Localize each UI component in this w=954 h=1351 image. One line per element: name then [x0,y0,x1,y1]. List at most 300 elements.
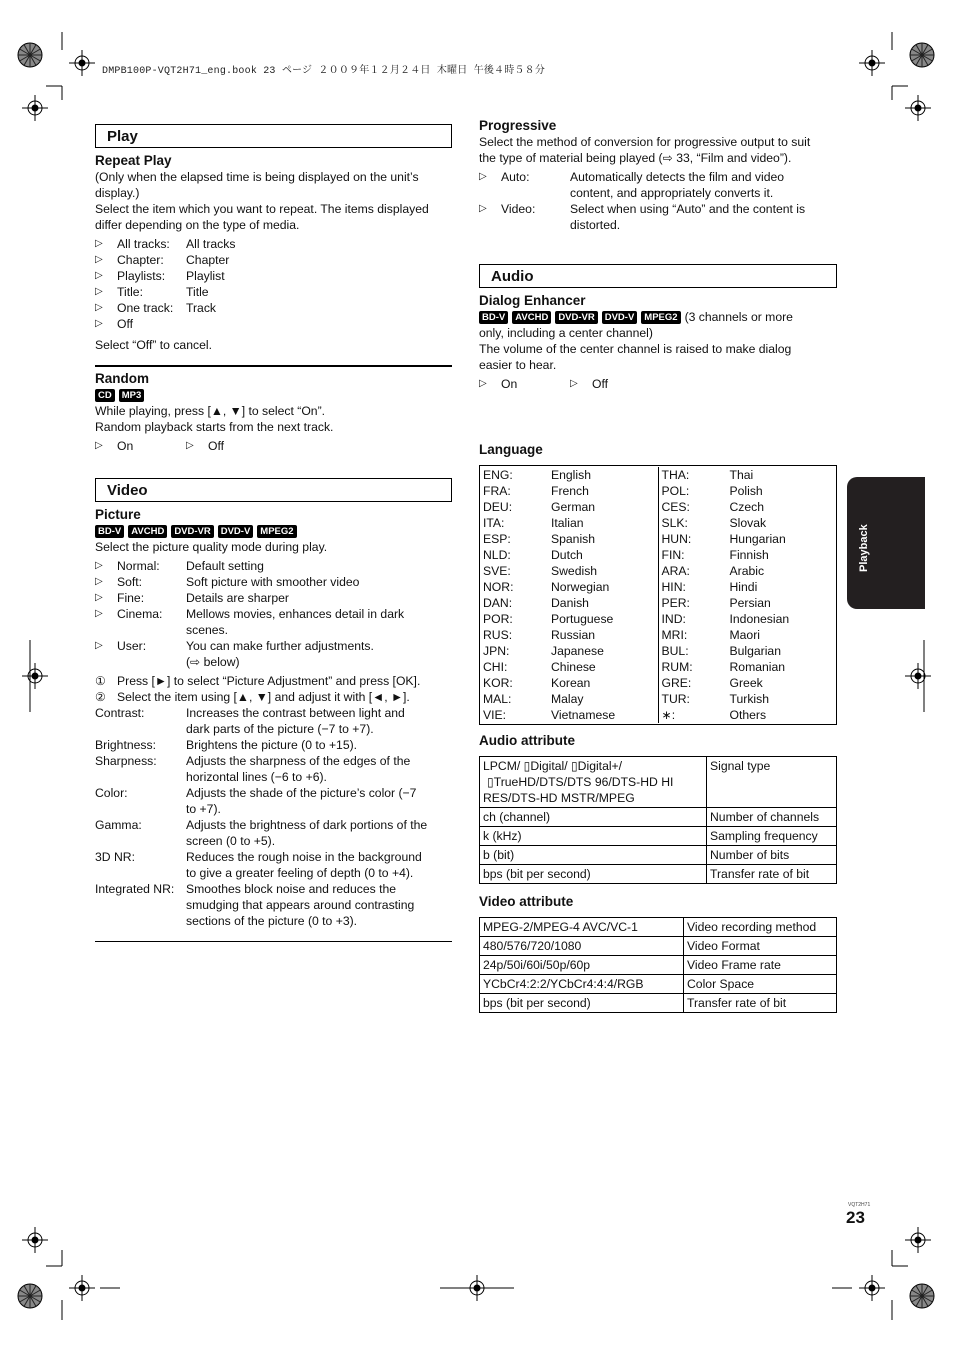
language-row [659,579,837,595]
language-row [659,547,837,563]
language-name: Hindi [729,580,758,594]
language-row [480,483,658,499]
side-tab-label: Playback [858,524,870,572]
language-name: Dutch [551,548,583,562]
adjustment-row [95,897,452,913]
language-code: NOR: [483,580,514,594]
video-attribute-table [479,917,837,1013]
language-code: CES: [661,500,690,514]
language-name: Bulgarian [729,644,781,658]
language-name: Spanish [551,532,596,546]
language-code: NLD: [483,548,511,562]
repeat-intro-line: (Only when the elapsed time is being displayed on the unit’s [95,170,419,184]
language-name: Malay [551,692,584,706]
triangle-icon: ▷ [95,318,103,329]
language-name: Indonesian [729,612,790,626]
dialog-badge-note: (3 channels or more [684,310,793,324]
option-row [95,574,452,590]
language-name: Norwegian [551,580,610,594]
adjustment-key [95,865,186,881]
adjustment-row [95,913,452,929]
option-row [479,185,837,201]
audio-attribute-row [480,846,837,865]
language-name: Korean [551,676,591,690]
triangle-icon: ▷ [570,378,578,389]
audio-attribute-meaning: Number of bits [707,846,837,865]
language-code: KOR: [483,676,513,690]
adjustment-value: sections of the picture (0 to +3). [186,914,358,928]
video-attribute-row [480,956,837,975]
option-value: Chapter [186,253,230,267]
adjustment-key [95,897,186,913]
media-badge: CD [95,389,115,402]
language-row [659,707,837,723]
triangle-icon: ▷ [479,203,487,214]
language-code: BUL: [661,644,689,658]
language-code: FRA: [483,484,511,498]
right-column [479,117,837,1013]
media-badge: MPEG2 [257,525,296,538]
adjustment-key [95,769,186,785]
progressive-intro-line: the type of material being played (⇨ 33, “Film and video”). [479,151,792,165]
audio-attribute-heading: Audio attribute [479,733,575,748]
language-row [480,707,658,723]
adjustment-key: Brightness: [95,738,156,752]
option-key: Playlists: [117,269,166,283]
language-row [659,563,837,579]
language-code: ∗: [661,708,676,722]
color-wheel-icon [910,1284,934,1308]
language-row [480,643,658,659]
option-row [479,169,837,185]
option-value: Playlist [186,269,225,283]
triangle-icon: ▷ [95,576,103,587]
language-name: Danish [551,596,589,610]
triangle-icon: ▷ [95,440,103,451]
random-options [95,438,452,454]
option-value: distorted. [570,218,621,232]
adjustment-key: 3D NR: [95,850,135,864]
language-name: Romanian [729,660,786,674]
step-row [95,689,452,705]
video-attribute-row [480,937,837,956]
option-row [95,654,452,670]
audio-attribute-row [480,757,837,808]
adjustment-key [95,721,186,737]
dialog-off: Off [592,377,609,391]
language-name: Russian [551,628,596,642]
media-badge: BD-V [95,525,124,538]
video-attribute-meaning: Video Frame rate [684,956,837,975]
option-key [501,217,570,233]
step-number-icon: ① [95,674,106,688]
language-code: ARA: [661,564,690,578]
audio-attribute-row [480,827,837,846]
triangle-icon [479,217,501,233]
language-row [480,611,658,627]
language-row [659,515,837,531]
audio-attribute-meaning: Transfer rate of bit [707,865,837,884]
option-row [95,606,452,622]
triangle-icon: ▷ [479,171,487,182]
random-description [95,403,452,435]
option-key [117,654,186,670]
language-row [480,467,658,483]
random-off: Off [208,439,225,453]
adjustment-value: to +7). [186,802,221,816]
adjustment-value: Brightens the picture (0 to +15). [186,738,358,752]
section-video-title: Video [95,478,452,502]
media-badge: DVD-V [602,311,638,324]
step-number-icon: ② [95,690,106,704]
media-badge: MPEG2 [641,311,680,324]
video-attribute-code: MPEG-2/MPEG-4 AVC/VC-1 [480,918,684,937]
language-code: HIN: [661,580,686,594]
video-attribute-meaning: Video recording method [684,918,837,937]
dialog-on: On [501,377,518,391]
option-value: Title [186,285,209,299]
dialog-description [479,325,837,373]
step-text: Press [►] to select “Picture Adjustment” and press [OK]. [117,674,421,688]
adjustment-key: Integrated NR: [95,882,175,896]
repeat-intro-line: Select the item which you want to repeat. The items displayed [95,202,429,216]
triangle-icon: ▷ [95,302,103,313]
option-key [117,622,186,638]
adjustment-key [95,801,186,817]
adjustment-row [95,785,452,801]
adjustment-row [95,721,452,737]
language-row [480,515,658,531]
language-row [659,595,837,611]
language-row [480,531,658,547]
repeat-cancel-note: Select “Off” to cancel. [95,338,212,352]
option-value: Mellows movies, enhances detail in dark [186,607,405,621]
language-row [480,595,658,611]
color-wheel-icon [18,43,42,67]
option-key: Video: [501,202,536,216]
triangle-icon [479,185,501,201]
option-row [95,638,452,654]
color-wheel-icon [18,1284,42,1308]
random-line: While playing, press [▲, ▼] to select “On”. [95,404,326,418]
media-badge: DVD-VR [171,525,213,538]
option-value: You can make further adjustments. [186,639,374,653]
adjustment-key: Sharpness: [95,754,157,768]
triangle-icon: ▷ [95,238,103,249]
video-attribute-meaning: Video Format [684,937,837,956]
language-name: Portuguese [551,612,614,626]
audio-attribute-meaning: Sampling frequency [707,827,837,846]
section-play-title: Play [95,124,452,148]
option-row [95,252,452,268]
language-name: Greek [729,676,763,690]
triangle-icon: ▷ [95,640,103,651]
language-list-left [480,467,659,723]
option-value: content, and appropriately converts it. [570,186,774,200]
dialog-enhancer-heading: Dialog Enhancer [479,293,586,308]
progressive-intro-line: Select the method of conversion for progressive output to suit [479,135,811,149]
picture-adjustments [95,705,452,929]
language-code: JPN: [483,644,510,658]
option-key: Off [117,317,134,331]
repeat-play-intro [95,169,452,233]
language-name: Arabic [729,564,765,578]
video-attribute-heading: Video attribute [479,894,574,909]
language-name: Polish [729,484,763,498]
language-code: PER: [661,596,690,610]
triangle-icon [95,622,117,638]
repeat-intro-line: display.) [95,186,140,200]
repeat-play-heading: Repeat Play [95,153,172,168]
language-code: POL: [661,484,690,498]
language-row [659,499,837,515]
triangle-icon: ▷ [95,560,103,571]
option-row [95,300,452,316]
language-code: IND: [661,612,686,626]
picture-media-badges [95,525,452,538]
option-key [501,185,570,201]
language-code: DEU: [483,500,513,514]
format-line: RES/DTS-HD MSTR/MPEG [483,791,635,805]
option-value: Track [186,301,217,315]
language-code: VIE: [483,708,507,722]
language-row [659,675,837,691]
language-code: RUM: [661,660,693,674]
language-row [480,563,658,579]
audio-attribute-code: ch (channel) [480,808,707,827]
language-code: THA: [661,468,690,482]
option-row [479,201,837,217]
language-row [659,611,837,627]
language-row [480,675,658,691]
video-attribute-code: bps (bit per second) [480,994,684,1013]
language-name: Slovak [729,516,767,530]
option-value: (⇨ below) [186,655,240,669]
audio-attribute-meaning: Signal type [707,757,837,808]
language-code: TUR: [661,692,690,706]
video-attribute-row [480,975,837,994]
picture-steps [95,673,452,705]
language-row [480,499,658,515]
triangle-icon: ▷ [95,254,103,265]
step-text: Select the item using [▲, ▼] and adjust it with [◄, ►]. [117,690,410,704]
language-name: Vietnamese [551,708,616,722]
option-key: User: [117,639,147,653]
language-row [659,467,837,483]
language-name: Japanese [551,644,604,658]
option-key: All tracks: [117,237,170,251]
language-row [659,643,837,659]
adjustment-value: screen (0 to +5). [186,834,276,848]
option-key: Soft: [117,575,143,589]
media-badge: AVCHD [512,311,551,324]
option-key: Cinema: [117,607,163,621]
audio-attribute-row [480,865,837,884]
media-badge: MP3 [119,389,145,402]
option-row [95,590,452,606]
audio-attribute-table [479,756,837,884]
adjustment-value: Smoothes block noise and reduces the [186,882,397,896]
language-name: Chinese [551,660,596,674]
language-code: DAN: [483,596,513,610]
adjustment-value: smudging that appears around contrasting [186,898,415,912]
option-row [479,217,837,233]
adjustment-key [95,913,186,929]
video-attribute-row [480,918,837,937]
language-row [659,659,837,675]
language-code: FIN: [661,548,685,562]
language-name: Hungarian [729,532,786,546]
triangle-icon: ▷ [479,378,487,389]
video-attribute-meaning: Color Space [684,975,837,994]
language-code: ENG: [483,468,513,482]
audio-attribute-code: k (kHz) [480,827,707,846]
language-name: Swedish [551,564,598,578]
progressive-options [479,169,837,233]
adjustment-key: Contrast: [95,706,145,720]
media-badge: BD-V [479,311,508,324]
dialog-line: only, including a center channel) [479,326,653,340]
adjustment-row [95,833,452,849]
picture-modes [95,558,452,670]
language-name: Persian [729,596,771,610]
option-key: One track: [117,301,174,315]
adjustment-value: Adjusts the sharpness of the edges of the [186,754,411,768]
adjustment-key: Gamma: [95,818,142,832]
adjustment-value: dark parts of the picture (−7 to +7). [186,722,374,736]
language-code: MAL: [483,692,512,706]
page-code: VQT2H71 [848,1202,871,1208]
language-name: French [551,484,589,498]
dialog-options [479,376,837,392]
language-row [480,579,658,595]
adjustment-row [95,849,452,865]
audio-attribute-meaning: Number of channels [707,808,837,827]
language-row [480,627,658,643]
language-name: Italian [551,516,584,530]
option-row [95,284,452,300]
option-row [95,316,452,332]
triangle-icon: ▷ [95,608,103,619]
adjustment-row [95,705,452,721]
format-line: LPCM/ ▯Digital/ ▯Digital+/ [483,759,623,773]
adjustment-row [95,737,452,753]
language-name: Finnish [729,548,769,562]
progressive-intro [479,134,837,166]
language-code: MRI: [661,628,688,642]
print-header: DMPB100P-VQT2H71_eng.book 23 ページ ２００９年１２月２４日 木曜日 午後４時５８分 [102,66,546,77]
language-name: Thai [729,468,754,482]
random-line: Random playback starts from the next track. [95,420,334,434]
language-code: GRE: [661,676,692,690]
media-badge: AVCHD [128,525,167,538]
language-code: ESP: [483,532,511,546]
video-attribute-code: 480/576/720/1080 [480,937,684,956]
picture-heading: Picture [95,507,141,522]
divider [95,941,452,942]
option-value: Soft picture with smoother video [186,575,360,589]
repeat-options [95,236,452,332]
language-name: Czech [729,500,765,514]
format-line: ▯TrueHD/DTS/DTS 96/DTS-HD HI [487,775,674,789]
triangle-icon [95,654,117,670]
color-wheel-icon [910,43,934,67]
option-row [95,268,452,284]
option-key: Chapter: [117,253,164,267]
dialog-badge-line [479,309,837,325]
divider [95,365,452,367]
language-code: SLK: [661,516,688,530]
adjustment-value: Adjusts the brightness of dark portions of the [186,818,428,832]
random-on: On [117,439,134,453]
language-name: Maori [729,628,760,642]
language-code: ITA: [483,516,505,530]
option-value: Default setting [186,559,264,573]
random-media-badges [95,389,452,402]
adjustment-row [95,817,452,833]
step-row [95,673,452,689]
adjustment-row [95,881,452,897]
option-value: All tracks [186,237,236,251]
dialog-line: easier to hear. [479,358,557,372]
adjustment-value: horizontal lines (−6 to +6). [186,770,327,784]
progressive-heading: Progressive [479,118,557,133]
adjustment-value: Increases the contrast between light and [186,706,405,720]
triangle-icon: ▷ [95,270,103,281]
language-list-right [659,467,837,723]
dialog-media-badges [479,311,681,324]
language-name: Turkish [729,692,770,706]
adjustment-row [95,865,452,881]
option-key: Auto: [501,170,530,184]
language-name: German [551,500,596,514]
video-attribute-row [480,994,837,1013]
language-code: RUS: [483,628,513,642]
language-row [480,659,658,675]
adjustment-row [95,753,452,769]
language-heading: Language [479,442,543,457]
adjustment-value: Reduces the rough noise in the background [186,850,422,864]
language-code: HUN: [661,532,692,546]
option-row [95,236,452,252]
language-code: CHI: [483,660,508,674]
adjustment-value: Adjusts the shade of the picture’s color (−7 [186,786,417,800]
triangle-icon: ▷ [186,440,194,451]
picture-intro: Select the picture quality mode during play. [95,540,328,554]
random-heading: Random [95,371,149,386]
adjustment-row [95,801,452,817]
audio-attribute-row [480,808,837,827]
triangle-icon: ▷ [95,592,103,603]
media-badge: DVD-VR [555,311,597,324]
language-table [479,465,837,725]
option-row [95,558,452,574]
video-attribute-meaning: Transfer rate of bit [684,994,837,1013]
repeat-intro-line: differ depending on the type of media. [95,218,300,232]
audio-attribute-code: b (bit) [480,846,707,865]
adjustment-key: Color: [95,786,128,800]
option-row [95,622,452,638]
left-column [95,124,452,942]
language-row [659,531,837,547]
option-value: Automatically detects the film and video [570,170,785,184]
language-name: Others [729,708,767,722]
video-attribute-code: 24p/50i/60i/50p/60p [480,956,684,975]
audio-attribute-formats [480,757,707,808]
option-value: Select when using “Auto” and the content is [570,202,806,216]
section-audio-title: Audio [479,264,837,288]
language-code: SVE: [483,564,511,578]
